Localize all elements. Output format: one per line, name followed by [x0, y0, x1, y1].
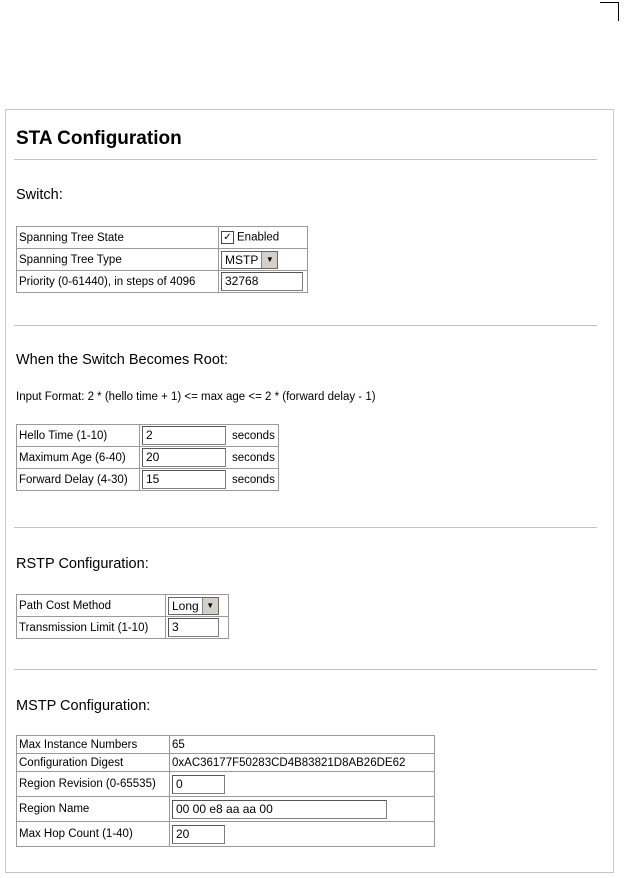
state-label: Spanning Tree State [17, 227, 219, 249]
tx-limit-label: Transmission Limit (1-10) [17, 617, 166, 639]
type-cell [219, 249, 308, 271]
priority-input[interactable]: 32768 [221, 272, 303, 291]
revision-cell [170, 772, 435, 797]
type-label: Spanning Tree Type [17, 249, 219, 271]
region-name-input[interactable]: 00 00 e8 aa aa 00 [172, 800, 387, 819]
forward-delay-label: Forward Delay (4-30) [17, 469, 140, 491]
digest-value: 0xAC36177F50283CD4B83821D8AB26DE62 [170, 754, 435, 772]
path-cost-label: Path Cost Method [17, 595, 166, 617]
tx-limit-input[interactable]: 3 [168, 618, 219, 637]
table-row [17, 271, 308, 293]
table-row [17, 595, 229, 617]
table-row [17, 736, 435, 754]
mstp-table [16, 735, 435, 847]
root-table [16, 424, 279, 491]
divider [14, 159, 597, 160]
max-instance-value: 65 [170, 736, 435, 754]
revision-label: Region Revision (0-65535) [17, 772, 170, 797]
mstp-heading: MSTP Configuration: [16, 698, 151, 714]
enabled-label: Enabled [237, 231, 280, 244]
max-instance-label: Max Instance Numbers [17, 736, 170, 754]
path-cost-select[interactable] [168, 597, 219, 615]
hello-time-label: Hello Time (1-10) [17, 425, 140, 447]
chevron-down-icon[interactable]: ▼ [261, 252, 277, 268]
region-revision-input[interactable]: 0 [172, 775, 225, 794]
select-value: Long [172, 598, 199, 613]
hello-time-cell [140, 425, 279, 447]
table-row [17, 754, 435, 772]
divider [14, 325, 597, 326]
forward-delay-cell [140, 469, 279, 491]
digest-label: Configuration Digest [17, 754, 170, 772]
table-row [17, 822, 435, 847]
region-name-cell [170, 797, 435, 822]
path-cost-cell [166, 595, 229, 617]
table-row [17, 447, 279, 469]
root-heading: When the Switch Becomes Root: [16, 352, 228, 368]
switch-table [16, 226, 308, 293]
seconds-unit: seconds [232, 429, 275, 442]
table-row [17, 425, 279, 447]
switch-heading: Switch: [16, 187, 63, 203]
max-hop-input[interactable]: 20 [172, 825, 225, 844]
forward-delay-input[interactable]: 15 [142, 470, 226, 489]
max-hop-cell [170, 822, 435, 847]
state-cell [219, 227, 308, 249]
select-value: MSTP [225, 252, 259, 267]
region-name-label: Region Name [17, 797, 170, 822]
divider [14, 527, 597, 528]
table-row [17, 227, 308, 249]
hello-time-input[interactable]: 2 [142, 426, 226, 445]
max-age-cell [140, 447, 279, 469]
max-hop-label: Max Hop Count (1-40) [17, 822, 170, 847]
tx-limit-cell [166, 617, 229, 639]
priority-cell [219, 271, 308, 293]
seconds-unit: seconds [232, 451, 275, 464]
input-format-note: Input Format: 2 * (hello time + 1) <= max age <= 2 * (forward delay - 1) [16, 391, 376, 403]
enabled-checkbox[interactable]: ✓ [221, 231, 234, 244]
max-age-input[interactable]: 20 [142, 448, 226, 467]
seconds-unit: seconds [232, 473, 275, 486]
table-row [17, 249, 308, 271]
rstp-table [16, 594, 229, 639]
table-row [17, 772, 435, 797]
max-age-label: Maximum Age (6-40) [17, 447, 140, 469]
divider [14, 669, 597, 670]
rstp-heading: RSTP Configuration: [16, 556, 149, 572]
table-row [17, 469, 279, 491]
priority-label: Priority (0-61440), in steps of 4096 [17, 271, 219, 293]
spanning-tree-type-select[interactable] [221, 251, 278, 269]
table-row [17, 797, 435, 822]
page-title: STA Configuration [16, 128, 182, 149]
chevron-down-icon[interactable]: ▼ [202, 598, 218, 614]
page-corner-mark [600, 2, 619, 21]
table-row [17, 617, 229, 639]
